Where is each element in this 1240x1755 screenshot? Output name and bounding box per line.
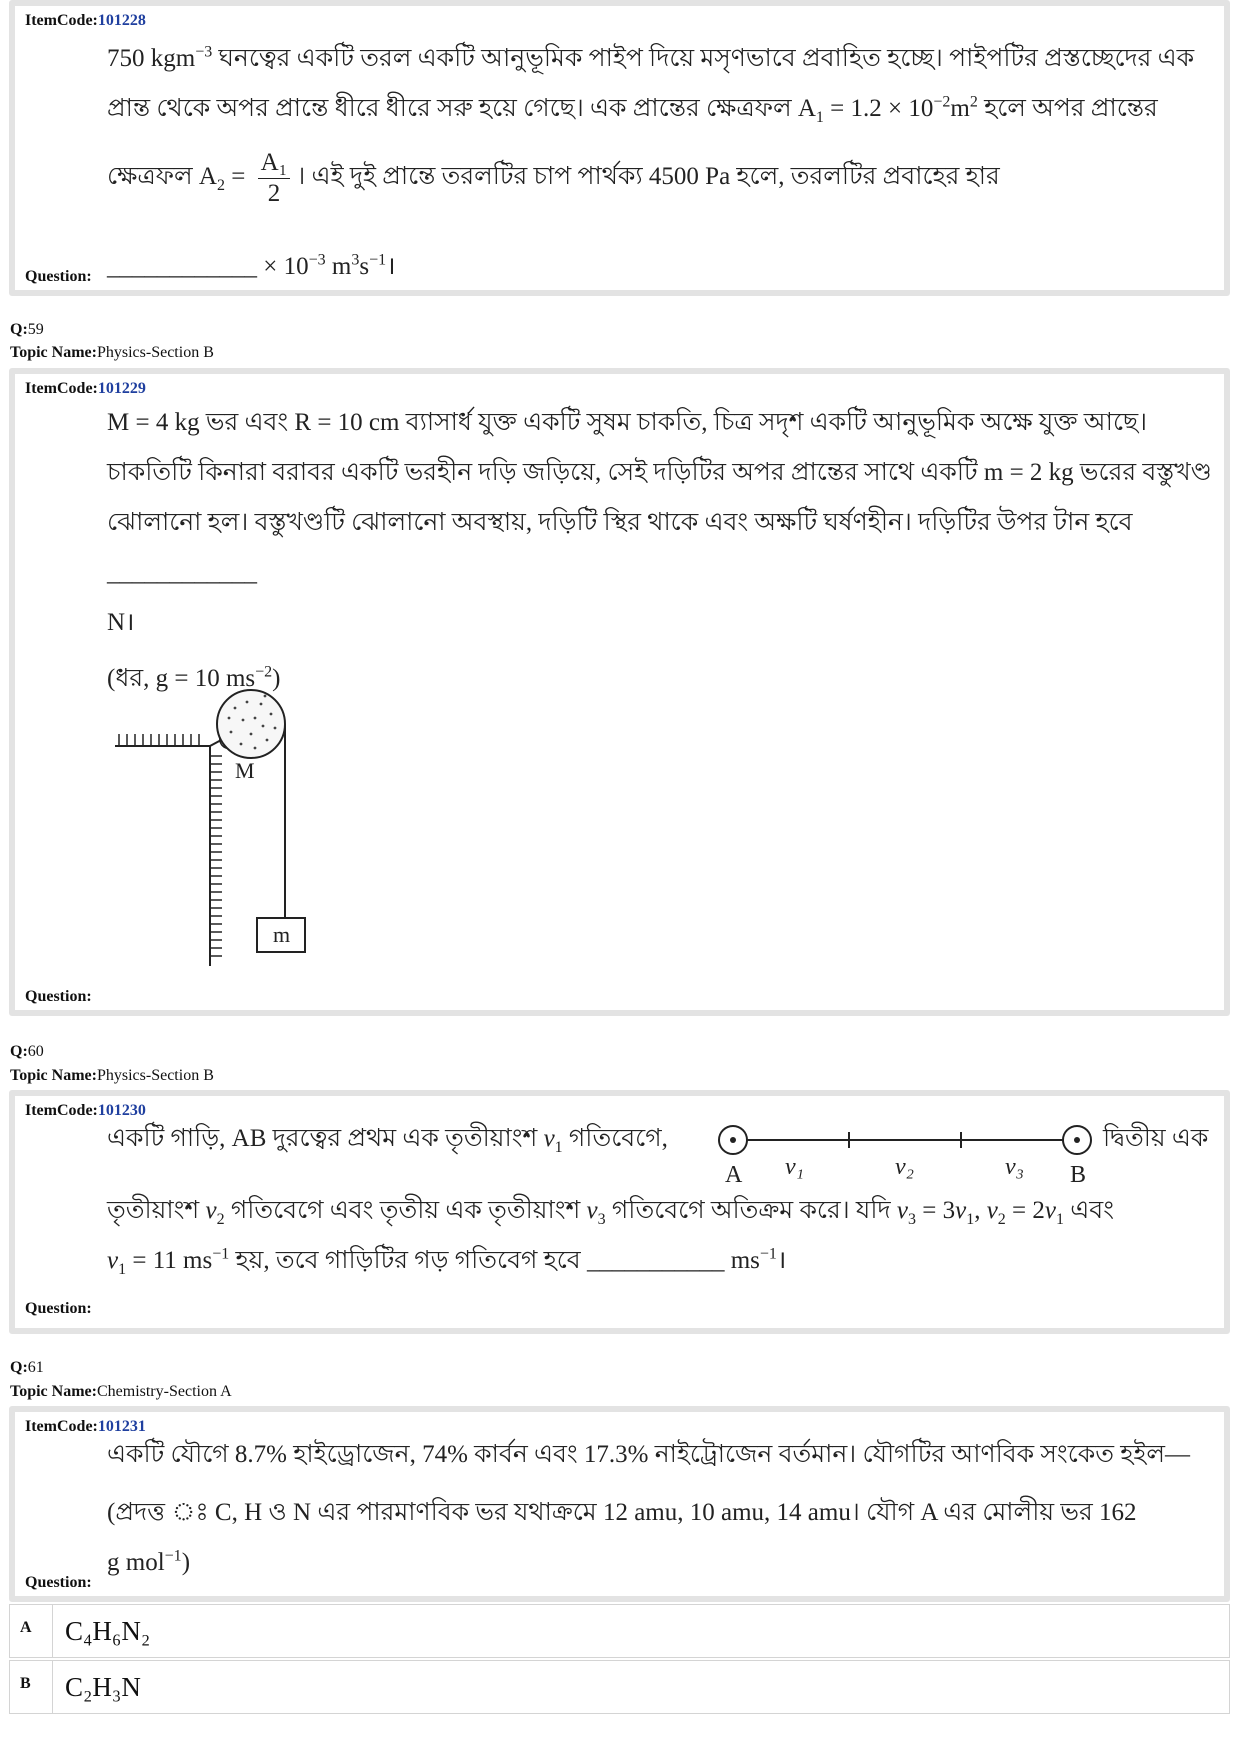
option-text: C₄H₆N₂ xyxy=(52,1605,150,1657)
label-v3: v₃ xyxy=(1005,1154,1024,1180)
label-v1: v₁ xyxy=(785,1154,804,1180)
point-B: B xyxy=(1070,1162,1087,1188)
point-A: A xyxy=(725,1162,743,1188)
question-text-line1: একটি গাড়ি, AB দুরত্বের প্রথম এক তৃতীয়াংশ $v_1$ গতিবেগে, xyxy=(107,1125,668,1156)
question-card-60 xyxy=(9,1090,1230,1334)
item-code: ItemCode:101230 xyxy=(25,1102,146,1119)
item-code: ItemCode:101228 xyxy=(25,12,146,29)
item-code: ItemCode:101229 xyxy=(25,380,146,397)
label-M: M xyxy=(235,758,255,783)
question-label: Question: xyxy=(25,1300,92,1317)
ab-track-figure xyxy=(715,1114,1105,1194)
question-text-line1-end: দ্বিতীয় এক xyxy=(1103,1125,1209,1152)
label-m: m xyxy=(273,922,291,947)
topic-name: Topic Name:Physics-Section B xyxy=(10,344,214,361)
question-label: Question: xyxy=(25,1574,92,1591)
question-number: Q:59 xyxy=(10,321,44,338)
question-number: Q:60 xyxy=(10,1043,44,1060)
topic-name: Topic Name:Physics-Section B xyxy=(10,1067,214,1084)
topic-name: Topic Name:Chemistry-Section A xyxy=(10,1383,232,1400)
option-label: A xyxy=(20,1619,32,1636)
fraction: $\frac{\text{A₁}}{2}$ xyxy=(258,148,291,209)
question-text-end: ____________ × $10^{-3}$ $m^3s^{-1}।$ xyxy=(107,251,396,280)
question-card-58 xyxy=(9,0,1230,296)
option-B[interactable] xyxy=(9,1660,1230,1714)
question-number: Q:61 xyxy=(10,1359,44,1376)
option-text: C₂H₃N xyxy=(52,1661,141,1713)
item-code: ItemCode:101231 xyxy=(25,1418,146,1435)
question-label: Question: xyxy=(25,988,92,1005)
question-label: Question: xyxy=(25,268,92,285)
label-v2: v₂ xyxy=(895,1154,914,1180)
option-label: B xyxy=(20,1675,31,1692)
question-text: তৃতীয়াংশ $v_2$ গতিবেগে এবং তৃতীয় এক তৃতীয়াংশ $v_3$ গতিবেগে অতিক্রম করে। যদি $v_3 = 3v_1$, $v_2 = 2v_1$ এবং $v_1 = 11$ $ms^{-1}$ হয়, তবে গাড়িটির গড় গতিবেগ হবে ___________ $ms^{-1}।$ xyxy=(107,1197,1114,1278)
option-A[interactable] xyxy=(9,1604,1230,1658)
question-card-61 xyxy=(9,1406,1230,1602)
question-text: একটি যৌগে 8.7% হাইড্রোজেন, 74% কার্বন এবং 17.3% নাইট্রোজেন বর্তমান। যৌগটির আণবিক সংকেত হইল— (প্রদত্ত ঃ C, H ও N এর পারমাণবিক ভর যথাক্রমে 12 amu, 10 amu, 14 amu। যৌগ A এর মোলীয় ভর 162 g mol$^{-1}$) xyxy=(107,1441,1191,1576)
question-text: M = 4 kg ভর এবং R = 10 cm ব্যাসার্ধ যুক্ত একটি সুষম চাকতি, চিত্র সদৃশ একটি আনুভূমিক অক্ষে যুক্ত আছে। চাকতিটি কিনারা বরাবর একটি ভরহীন দড়ি জড়িয়ে, সেই দড়িটির অপর প্রান্তের সাথে একটি m = 2 kg ভরের বস্তুখণ্ড ঝোলানো হল। বস্তুখণ্ডটি ঝোলানো অবস্থায়, দড়িটি স্থির থাকে এবং অক্ষটি ঘর্ষণহীন। দড়িটির উপর টান হবে ____________ N। (ধর, g = 10 $ms^{-2}$) xyxy=(107,409,1212,692)
question-text: 750 kgm$^{-3}$ ঘনত্বের একটি তরল একটি আনুভূমিক পাইপ দিয়ে মসৃণভাবে প্রবাহিত হচ্ছে। পাইপটির প্রস্তচ্ছেদের এক প্রান্ত থেকে অপর প্রান্তে ধীরে ধীরে সরু হয়ে গেছে। এক প্রান্তের ক্ষেত্রফল $A_1 = 1.2 \times 10^{-2}m^2$ হলে অপর প্রান্তের ক্ষেত্রফল $A_2$ = $\frac{\text{A₁}}{2}$ । এই দুই প্রান্তে তরলটির চাপ পার্থক্য 4500 Pa হলে, তরলটির প্রবাহের হার xyxy=(107,43,1195,207)
pulley-figure xyxy=(105,674,365,994)
question-card-59 xyxy=(9,368,1230,1016)
